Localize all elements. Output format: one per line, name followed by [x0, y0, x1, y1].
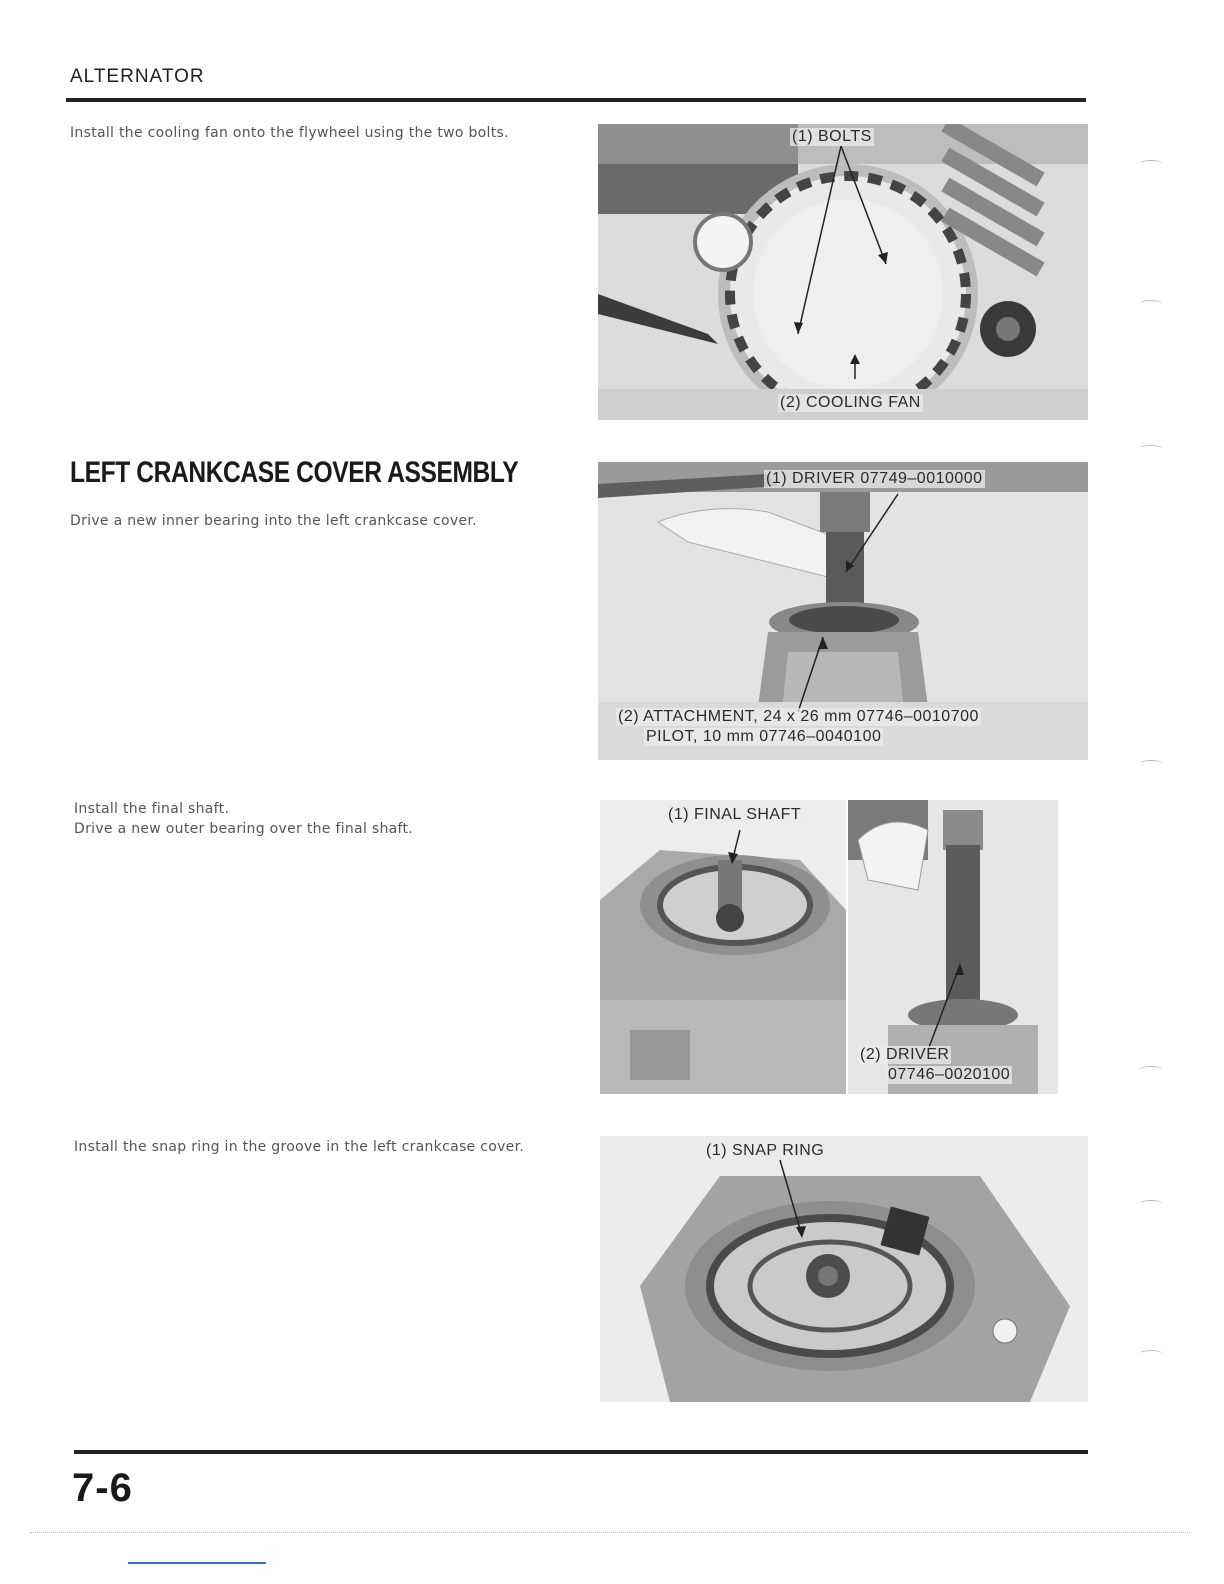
header-rule — [66, 98, 1086, 102]
pilot-callout: PILOT, 10 mm 07746–0040100 — [646, 728, 882, 745]
driver-2-part-number: 07746–0020100 — [888, 1066, 1011, 1083]
footer-rule — [74, 1450, 1088, 1454]
step-2-text: Drive a new inner bearing into the left crankcase cover. — [70, 513, 477, 529]
section-title: LEFT CRANKCASE COVER ASSEMBLY — [70, 456, 519, 489]
step-1-text: Install the cooling fan onto the flywheel using the two bolts. — [70, 125, 509, 141]
final-shaft-callout: (1) FINAL SHAFT — [668, 806, 802, 823]
driver-callout: (1) DRIVER 07749–0010000 — [766, 470, 983, 487]
chapter-header: ALTERNATOR — [70, 66, 205, 87]
step-3-text-line-1: Install the final shaft. — [74, 801, 230, 817]
driver-2-callout: (2) DRIVER — [860, 1046, 950, 1063]
scan-artifact-line — [30, 1532, 1190, 1534]
outer-bearing-driver-photo — [848, 800, 1058, 1094]
margin-mark — [1140, 160, 1162, 167]
step-3-text-line-2: Drive a new outer bearing over the final shaft. — [74, 821, 414, 837]
snap-ring-photo — [600, 1136, 1088, 1402]
cooling-fan-photo — [598, 124, 1088, 420]
scan-artifact-blue-line — [128, 1562, 266, 1564]
margin-mark — [1140, 1066, 1162, 1073]
attachment-callout: (2) ATTACHMENT, 24 x 26 mm 07746–0010700 — [618, 708, 979, 725]
margin-mark — [1140, 300, 1162, 307]
cooling-fan-callout: (2) COOLING FAN — [780, 394, 921, 411]
inner-bearing-photo — [598, 462, 1088, 760]
step-4-text: Install the snap ring in the groove in the left crankcase cover. — [74, 1139, 525, 1155]
bolts-callout: (1) BOLTS — [792, 128, 872, 145]
snap-ring-callout: (1) SNAP RING — [706, 1142, 825, 1159]
margin-mark — [1140, 760, 1162, 767]
margin-mark — [1140, 1350, 1162, 1357]
final-shaft-photo — [600, 800, 846, 1094]
margin-mark — [1140, 445, 1162, 452]
page-number: 7-6 — [72, 1466, 133, 1510]
margin-mark — [1140, 1200, 1162, 1207]
